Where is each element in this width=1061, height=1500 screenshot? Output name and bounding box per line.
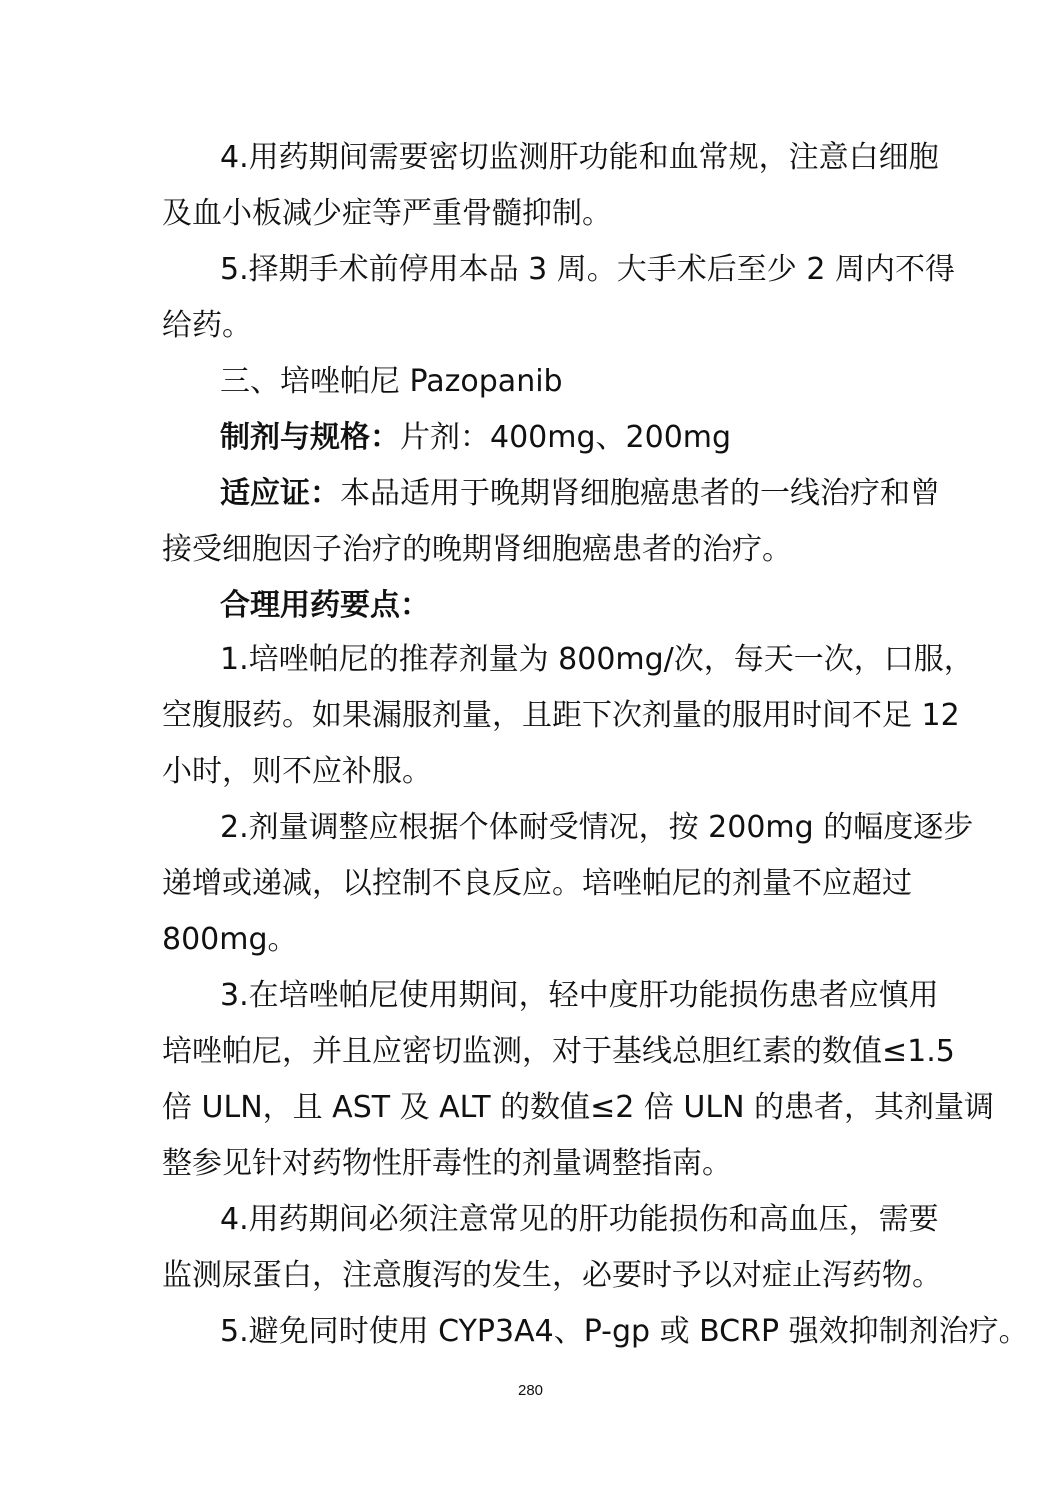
text-line: 接受细胞因子治疗的晚期肾细胞癌患者的治疗。	[162, 532, 792, 567]
formulation-value: 片剂：400mg、200mg	[400, 420, 732, 455]
indication-value: 本品适用于晚期肾细胞癌患者的一线治疗和曾	[340, 476, 940, 511]
section-heading: 三、培唑帕尼 Pazopanib	[220, 364, 563, 399]
text-line: 监测尿蛋白，注意腹泻的发生，必要时予以对症止泻药物。	[162, 1258, 942, 1293]
text-line: 3.在培唑帕尼使用期间，轻中度肝功能损伤患者应慎用	[220, 978, 939, 1013]
text-line: 4.用药期间必须注意常见的肝功能损伤和高血压，需要	[220, 1202, 939, 1237]
text-line: 给药。	[162, 308, 252, 343]
indication-label: 适应证：	[220, 476, 340, 511]
subheading: 合理用药要点：	[220, 588, 430, 623]
text-line: 4.用药期间需要密切监测肝功能和血常规，注意白细胞	[220, 140, 939, 175]
text-line: 小时，则不应补服。	[162, 754, 432, 789]
indication-line	[220, 474, 940, 514]
formulation-line	[220, 418, 902, 458]
page-number: 280	[517, 1382, 544, 1399]
text-line: 倍 ULN，且 AST 及 ALT 的数值≤2 倍 ULN 的患者，其剂量调	[162, 1090, 995, 1125]
text-line: 递增或递减，以控制不良反应。培唑帕尼的剂量不应超过	[162, 866, 912, 901]
text-line: 2.剂量调整应根据个体耐受情况，按 200mg 的幅度逐步	[220, 810, 974, 845]
text-line: 5.避免同时使用 CYP3A4、P-gp 或 BCRP 强效抑制剂治疗。	[220, 1314, 1029, 1349]
text-line: 5.择期手术前停用本品 3 周。大手术后至少 2 周内不得	[220, 252, 955, 287]
text-line: 整参见针对药物性肝毒性的剂量调整指南。	[162, 1146, 732, 1181]
text-line: 1.培唑帕尼的推荐剂量为 800mg/次，每天一次，口服，	[220, 642, 974, 677]
text-line: 空腹服药。如果漏服剂量，且距下次剂量的服用时间不足 12	[162, 698, 960, 733]
text-line: 及血小板减少症等严重骨髓抑制。	[162, 196, 612, 231]
formulation-label: 制剂与规格：	[220, 420, 400, 455]
text-line: 培唑帕尼，并且应密切监测，对于基线总胆红素的数值≤1.5	[162, 1034, 955, 1069]
text-line: 800mg。	[162, 922, 298, 957]
